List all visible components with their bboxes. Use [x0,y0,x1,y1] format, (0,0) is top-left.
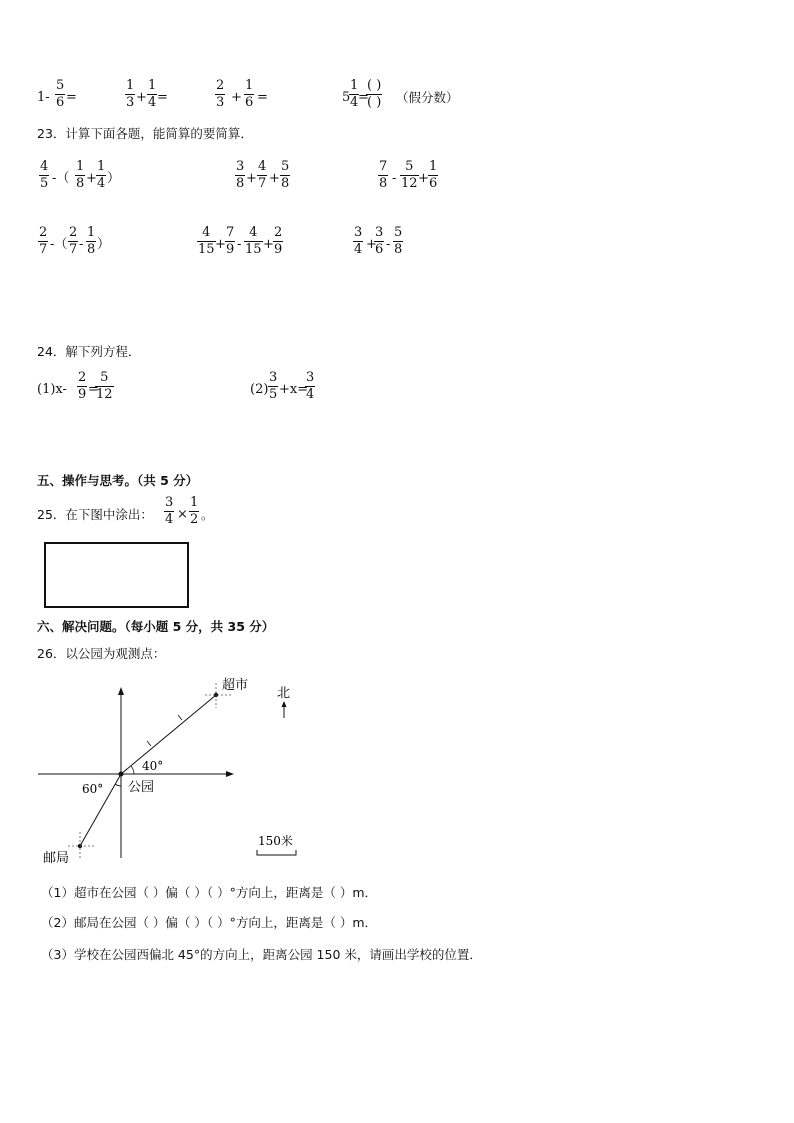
expr1-fraction: 5 6 [56,78,65,110]
q23-r1a-m2: + [86,171,97,186]
q23-r2b-f4: 2 9 [274,225,283,257]
q23-r1a-f3: 1 4 [97,159,106,191]
q23-r2c-m1: + [366,237,377,252]
q26-sub3: （3）学校在公园西偏北 45°的方向上，距离公园 150 米，请画出学校的位置． [41,947,482,962]
q24-eq1-lead: (1)x- [37,382,67,397]
expr1-lead: 1- [37,90,50,105]
post-office-label: 邮局 [43,851,70,866]
expr2-tail: = [157,90,168,105]
q23-r1a-m1: -（ [52,171,70,186]
improper-fraction-note: （假分数） [396,90,459,105]
q24-eq2-f1: 3 5 [269,370,278,402]
q23-r1a-m3: ） [107,171,121,186]
q25-f2: 1 2 [190,495,199,527]
scale-label: 150米 [258,834,293,848]
expr3-fraction-1: 2 3 [216,78,225,110]
q24-eq1-f1: 2 9 [78,370,87,402]
expr3-tail: = [257,90,268,105]
expr4-whole: 5 [342,90,351,105]
q23-r1b-f3: 5 8 [281,159,290,191]
park-label: 公园 [128,780,155,795]
q23-r2c-m2: - [386,237,391,252]
q23-r1b-f2: 4 7 [258,159,267,191]
q24-eq1-f2: 5 12 [96,370,113,402]
q25-prefix: 25．在下图中涂出： [37,507,153,522]
q23-r2b-m2: - [237,237,242,252]
q23-r2b-f2: 7 9 [226,225,235,257]
supermarket-label: 超市 [222,678,249,693]
q23-r1b-m2: + [269,171,280,186]
q24-eq2-lead: (2) [250,382,269,397]
q23-r1c-f3: 1 6 [429,159,438,191]
q25-times: × [177,507,188,522]
east-arrow-icon [226,771,234,777]
q23-r2a-m1: -（ [50,237,68,252]
tick-mark [147,741,151,746]
tick-mark [178,715,182,720]
expr3-op: + [231,90,242,105]
q23-r1c-m2: + [418,171,429,186]
q23-r2c-f1: 3 4 [354,225,363,257]
q25-f1: 3 4 [165,495,174,527]
angle-arc-60 [115,784,121,786]
q23-r2b-m1: + [215,237,226,252]
q26-sub2: （2）邮局在公园（ ）偏（ ）（ ）°方向上，距离是（ ）m． [41,915,378,930]
q23-r2b-f3: 4 15 [245,225,262,257]
expr2-fraction-1: 1 3 [126,78,135,110]
section5-heading: 五、操作与思考。（共 5 分） [37,473,199,488]
expr1-tail: = [66,90,77,105]
q23-r1b-m1: + [246,171,257,186]
q23-r1b-f1: 3 8 [236,159,245,191]
expr4-fraction: 1 4 [350,78,359,110]
q23-r1a-f2: 1 8 [76,159,85,191]
q23-r1a-f1: 4 5 [40,159,49,191]
q24-eq2-f2: 3 4 [306,370,315,402]
section6-heading: 六、解决问题。（每小题 5 分，共 35 分） [37,619,275,634]
q23-r2c-f3: 5 8 [394,225,403,257]
expr4-blank-fraction: ( ) ( ) [367,78,382,110]
q23-r2a-f3: 1 8 [87,225,96,257]
q24-eq2-mid: +x= [279,382,309,397]
north-label: 北 [277,686,291,701]
angle-arc-40 [131,766,134,774]
expr3-fraction-2: 1 6 [245,78,254,110]
q23-r2b-m3: + [263,237,274,252]
q23-r2b-f1: 4 15 [198,225,215,257]
angle-40-label: 40° [142,759,164,773]
q23-r2a-f1: 2 7 [39,225,48,257]
q26-sub1: （1）超市在公园（ ）偏（ ）（ ）°方向上，距离是（ ）m． [41,885,378,900]
shading-rectangle[interactable] [44,542,189,608]
q25-end: 。 [201,507,214,522]
q24-eq1-eq: = [88,382,99,397]
angle-60-label: 60° [82,782,104,796]
q24-title: 24．解下列方程． [37,344,141,359]
q23-r2a-m2: - [79,237,84,252]
north-arrow-icon [118,687,124,695]
supermarket-line [121,695,216,774]
scale-bar [257,850,296,855]
north-indicator-arrow-icon [282,701,287,707]
q26-title: 26．以公园为观测点： [37,646,166,661]
expr2-op: + [136,90,147,105]
q23-r1c-f2: 5 12 [401,159,418,191]
q23-r2a-f2: 2 7 [69,225,78,257]
q23-r2c-f2: 3 6 [375,225,384,257]
q23-r1c-m1: - [392,171,397,186]
direction-diagram[interactable] [0,665,320,870]
expr4-eq: = [358,90,369,105]
expr2-fraction-2: 1 4 [148,78,157,110]
q23-r2a-m3: ） [97,237,111,252]
q23-r1c-f1: 7 8 [379,159,388,191]
q23-title: 23．计算下面各题，能简算的要简算． [37,126,253,141]
